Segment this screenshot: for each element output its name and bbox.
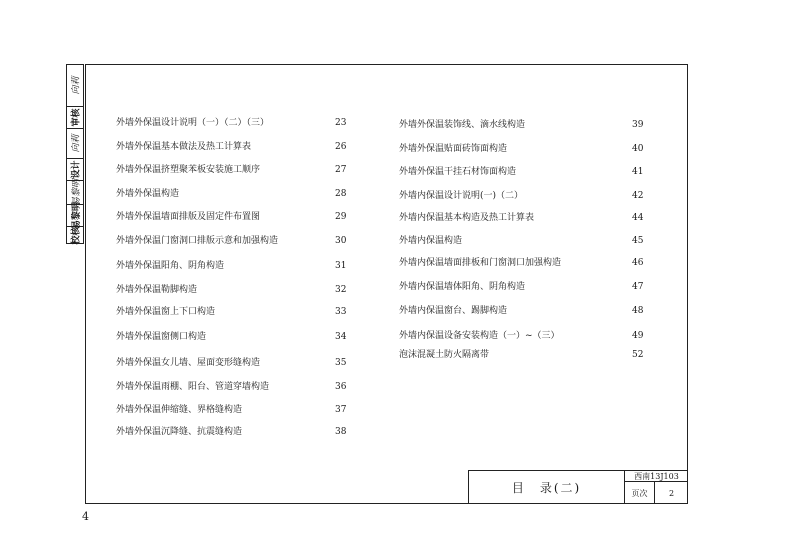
toc-entry-page: 26	[335, 142, 347, 152]
toc-entry-title: 外墙内保温墙体阳角、阴角构造	[399, 282, 526, 292]
toc-entry	[399, 189, 652, 203]
toc-entry-title: 外墙外保温干挂石材饰面构造	[399, 167, 517, 177]
toc-entry-title: 外墙内保温设备安装构造（一）~（三）	[399, 331, 560, 341]
check-cell	[67, 107, 83, 129]
toc-entry-page: 37	[335, 405, 347, 415]
design-signature: 易黎明	[71, 178, 82, 207]
toc-entry-page: 29	[335, 212, 347, 222]
toc-entry-page: 47	[632, 282, 644, 292]
toc-entry	[116, 163, 355, 177]
toc-entry-title: 外墙外保温阳角、阴角构造	[116, 261, 225, 271]
toc-entry	[116, 330, 355, 344]
toc-entry	[116, 259, 355, 273]
toc-entry-title: 外墙外保温伸缩缝、界格缝构造	[116, 405, 243, 415]
sheet-title: 目 录(二)	[469, 471, 625, 504]
toc-entry-page: 27	[335, 165, 347, 175]
toc-entry-page: 30	[335, 236, 347, 246]
toc-entry	[399, 304, 652, 318]
toc-entry-page: 32	[335, 285, 347, 295]
toc-entry	[116, 305, 355, 319]
review-cell	[67, 227, 83, 243]
toc-entry-page: 40	[632, 144, 644, 154]
design-label: 设计	[71, 160, 82, 179]
toc-entry-title: 外墙外保温沉降缝、抗震缝构造	[116, 427, 243, 437]
review-name-cell	[67, 201, 83, 230]
toc-entry	[116, 356, 355, 370]
toc-entry-page: 52	[632, 350, 644, 360]
toc-entry-page: 41	[632, 167, 644, 177]
toc-entry-page: 38	[335, 427, 347, 437]
toc-entry-title: 外墙内保温基本构造及热工计算表	[399, 213, 535, 223]
toc-entry	[116, 210, 355, 224]
toc-entry-title: 外墙外保温贴面砖饰面构造	[399, 144, 508, 154]
toc-entry-page: 28	[335, 189, 347, 199]
toc-entry-page: 45	[632, 236, 644, 246]
check-signature: 向莉	[71, 134, 82, 153]
atlas-number: 西南13J103	[625, 471, 688, 482]
toc-entry-title: 外墙外保温门窗洞口排版示意和加强构造	[116, 236, 279, 246]
toc-entry-title: 外墙外保温基本做法及热工计算表	[116, 142, 252, 152]
toc-entry-page: 34	[335, 332, 347, 342]
toc-entry-title: 外墙外保温装饰线、滴水线构造	[399, 120, 526, 130]
title-block	[468, 470, 688, 504]
toc-entry	[399, 280, 652, 294]
toc-entry	[116, 140, 355, 154]
toc-entry-title: 外墙内保温构造	[399, 236, 463, 246]
toc-entry	[399, 329, 652, 343]
sheet-number: 4	[82, 510, 89, 523]
toc-entry	[399, 118, 652, 132]
toc-entry-page: 44	[632, 213, 644, 223]
toc-entry-page: 46	[632, 258, 644, 268]
check-label: 审核	[71, 108, 82, 127]
toc-entry-page: 49	[632, 331, 644, 341]
toc-entry-page: 42	[632, 191, 644, 201]
toc-entry-title: 外墙外保温窗上下口构造	[116, 307, 216, 317]
toc-entry	[399, 234, 652, 248]
review-label: 校核	[71, 225, 82, 245]
toc-entry	[399, 256, 652, 270]
toc-entry	[399, 348, 652, 362]
toc-entry	[116, 116, 355, 130]
review-name: 易黎明	[71, 201, 82, 230]
toc-entry-title: 外墙外保温勒脚构造	[116, 285, 198, 295]
toc-entry-title: 外墙外保温构造	[116, 189, 180, 199]
toc-entry	[116, 187, 355, 201]
toc-entry-page: 36	[335, 382, 347, 392]
toc-entry-title: 泡沫混凝土防火隔离带	[399, 350, 490, 360]
toc-entry	[399, 142, 652, 156]
design-cell	[67, 159, 83, 181]
toc-entry	[399, 211, 652, 225]
toc-entry-page: 48	[632, 306, 644, 316]
toc-entry-page: 31	[335, 261, 347, 271]
toc-entry	[116, 403, 355, 417]
toc-entry-title: 外墙外保温设计说明（一）（二）（三）	[116, 118, 270, 128]
toc-entry-title: 外墙外保温女儿墙、屋面变形缝构造	[116, 358, 261, 368]
toc-entry-page: 35	[335, 358, 347, 368]
toc-entry-title: 外墙外保温挤塑聚苯板安装施工顺序	[116, 165, 261, 175]
toc-entry	[399, 165, 652, 179]
toc-entry-page: 33	[335, 307, 347, 317]
toc-entry-title: 外墙外保温墙面排版及固定件布置图	[116, 212, 261, 222]
toc-entry-page: 23	[335, 118, 347, 128]
toc-entry-page: 39	[632, 120, 644, 130]
top-signature-cell	[67, 65, 83, 107]
toc-entry	[116, 380, 355, 394]
toc-entry-title: 外墙内保温设计说明(一)（二）	[399, 191, 524, 201]
toc-entry-title: 外墙内保温窗台、踢脚构造	[399, 306, 508, 316]
top-signature: 向莉	[71, 76, 82, 95]
page-value: 2	[668, 488, 675, 498]
toc-entry	[116, 283, 355, 297]
page-label: 页次	[625, 482, 655, 504]
toc-entry	[116, 234, 355, 248]
check-signature-cell	[67, 129, 83, 159]
toc-entry	[116, 425, 355, 439]
signature-strip	[66, 64, 84, 244]
toc-entry-title: 外墙外保温雨棚、阳台、管道穿墙构造	[116, 382, 270, 392]
toc-entry-title: 外墙内保温墙面排板和门窗洞口加强构造	[399, 258, 562, 268]
toc-entry-title: 外墙外保温窗侧口构造	[116, 332, 207, 342]
